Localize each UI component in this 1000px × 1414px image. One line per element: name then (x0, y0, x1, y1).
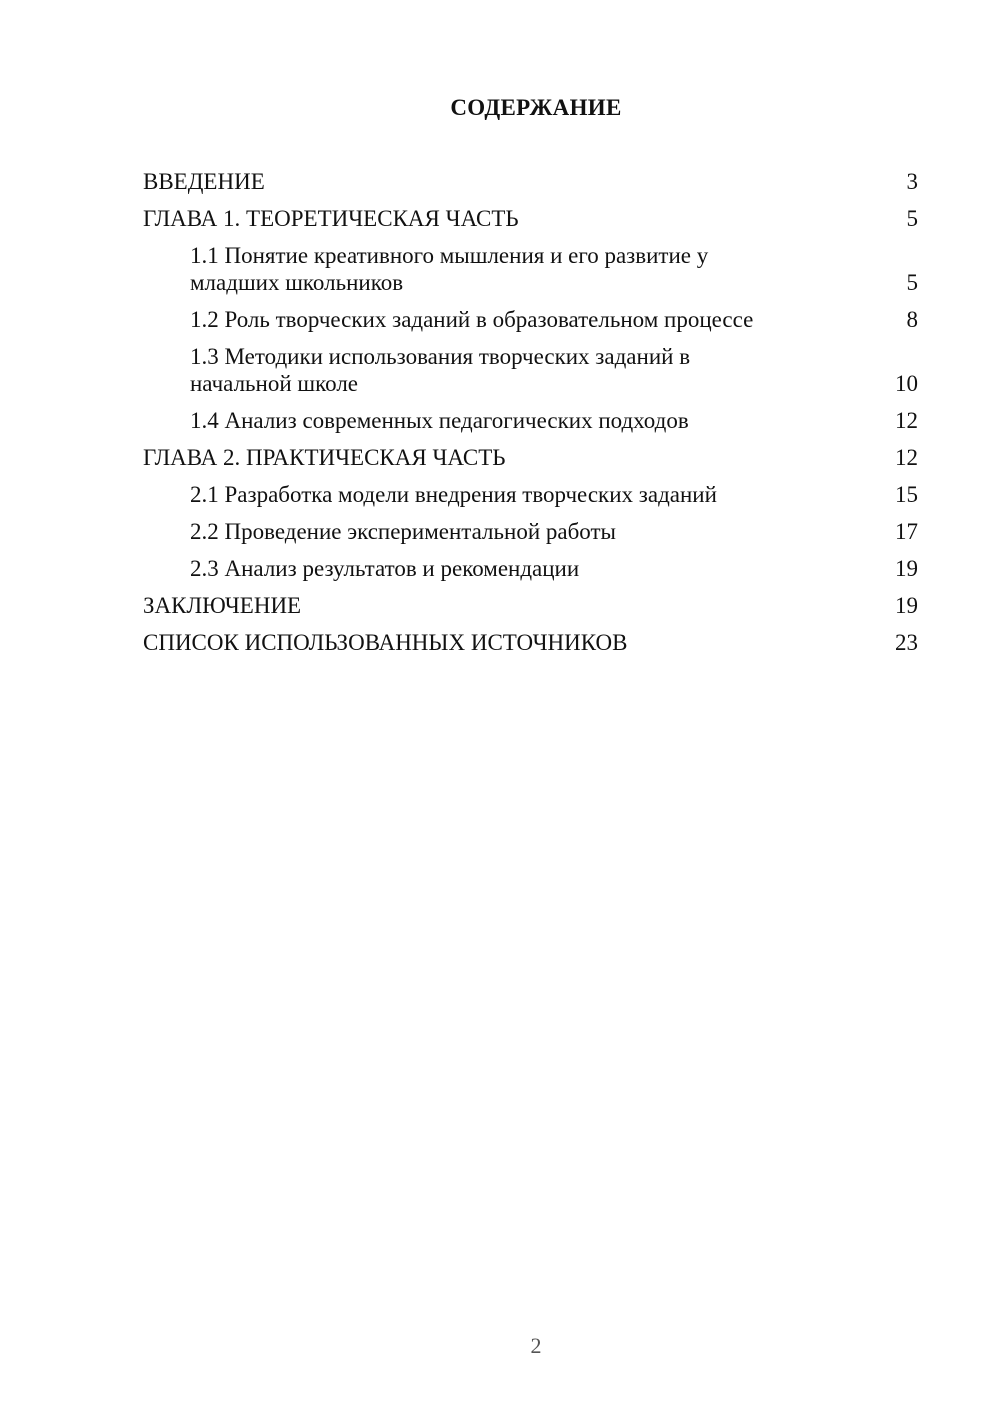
toc-entry-references[interactable] (143, 629, 918, 656)
toc-entry-label: ГЛАВА 1. ТЕОРЕТИЧЕСКАЯ ЧАСТЬ (143, 206, 519, 231)
toc-entry-page: 5 (906, 270, 918, 295)
toc-entry-label: ГЛАВА 2. ПРАКТИЧЕСКАЯ ЧАСТЬ (143, 445, 506, 470)
toc-entry-chapter-1[interactable] (143, 205, 918, 232)
toc-entry-page: 5 (906, 206, 918, 231)
toc-entry-section-1-3[interactable] (143, 343, 918, 397)
toc-entry-section-2-3[interactable] (143, 555, 918, 582)
toc-entry-page: 17 (895, 519, 918, 544)
toc-entry-page: 19 (895, 593, 918, 618)
toc-entry-section-1-4[interactable] (143, 407, 918, 434)
page-title: СОДЕРЖАНИЕ (450, 95, 622, 120)
toc-entry-chapter-2[interactable] (143, 444, 918, 471)
toc-entry-page: 12 (895, 408, 918, 433)
toc-entry-section-2-2[interactable] (143, 518, 918, 545)
toc-entry-introduction[interactable] (143, 168, 918, 195)
toc-entry-label: 1.4 Анализ современных педагогических подходов (190, 408, 689, 433)
toc-entry-label: СПИСОК ИСПОЛЬЗОВАННЫХ ИСТОЧНИКОВ (143, 630, 628, 655)
toc-entry-label: 2.3 Анализ результатов и рекомендации (190, 556, 580, 581)
toc-entry-page: 10 (895, 371, 918, 396)
toc-entry-section-1-1[interactable] (143, 242, 918, 296)
toc-entry-label: ВВЕДЕНИЕ (143, 169, 265, 194)
toc-entry-page: 8 (906, 307, 918, 332)
toc-entry-label: ЗАКЛЮЧЕНИЕ (143, 593, 302, 618)
toc-entry-section-1-2[interactable] (143, 306, 918, 333)
toc-entry-label: 1.3 Методики использования творческих заданий в начальной школе (190, 344, 691, 396)
toc-entry-page: 12 (895, 445, 918, 470)
toc-entry-label: 2.1 Разработка модели внедрения творческих заданий (190, 482, 717, 507)
toc-entry-page: 15 (895, 482, 918, 507)
page-number: 2 (530, 1333, 542, 1358)
toc-entry-page: 19 (895, 556, 918, 581)
toc-entry-conclusion[interactable] (143, 592, 918, 619)
toc-entry-page: 23 (895, 630, 918, 655)
toc-entry-label: 1.2 Роль творческих заданий в образовательном процессе (190, 307, 754, 332)
toc-entry-page: 3 (906, 169, 918, 194)
toc-entry-label: 1.1 Понятие креативного мышления и его развитие у младших школьников (190, 243, 709, 295)
toc-entry-label: 2.2 Проведение экспериментальной работы (190, 519, 616, 544)
toc-entry-section-2-1[interactable] (143, 481, 918, 508)
table-of-contents (143, 168, 918, 666)
